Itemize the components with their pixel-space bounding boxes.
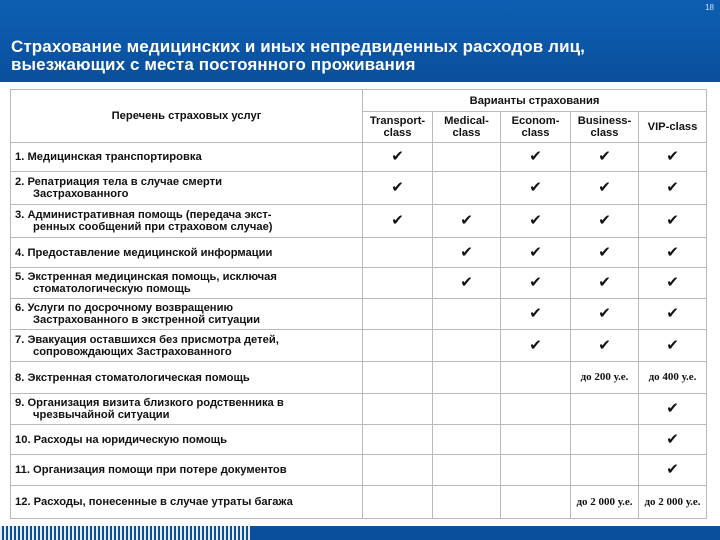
header-banner: [0, 0, 720, 82]
service-label-line: 1. Медицинская транспортировка: [15, 151, 202, 163]
check-mark-icon: ✔: [460, 274, 473, 291]
check-mark-icon: ✔: [598, 148, 611, 165]
service-label-line: 6. Услуги по досрочному возвращению: [15, 302, 233, 314]
check-mark-icon: ✔: [529, 243, 542, 261]
class-header-2: [501, 112, 571, 143]
table-row: [11, 394, 707, 425]
empty-cell: [363, 394, 433, 425]
variants-header: Варианты страхования: [363, 90, 707, 112]
table-row: [11, 362, 707, 394]
coverage-amount-text: до 2 000 у.е.: [644, 495, 701, 508]
class-header-line: Medical-: [444, 115, 489, 127]
check-icon: [501, 268, 571, 299]
empty-cell: [501, 362, 571, 394]
footer-bar: [0, 526, 720, 540]
service-label-line: 7. Эвакуация оставшихся без присмотра детей,: [15, 333, 279, 346]
check-mark-icon: ✔: [460, 212, 473, 229]
coverage-amount-text: до 400 у.е.: [648, 371, 697, 383]
service-label: [11, 425, 363, 455]
class-header-0: [363, 112, 433, 143]
check-mark-icon: ✔: [529, 274, 542, 291]
service-label: [11, 143, 363, 172]
check-mark-icon: ✔: [666, 461, 679, 478]
check-mark-icon: ✔: [529, 336, 542, 354]
service-label: [11, 205, 363, 238]
service-label: [11, 455, 363, 486]
table-row: [11, 205, 707, 238]
check-icon: [501, 299, 571, 330]
empty-cell: [433, 299, 501, 330]
table-row: [11, 330, 707, 362]
check-mark-icon: ✔: [598, 305, 611, 322]
check-mark-icon: ✔: [598, 274, 611, 291]
coverage-amount: [571, 486, 639, 519]
check-icon: [639, 205, 707, 238]
check-icon: [571, 268, 639, 299]
class-header-line: class: [383, 127, 412, 139]
table-row: [11, 268, 707, 299]
empty-cell: [363, 238, 433, 268]
coverage-amount-text: до 2 000 у.е.: [576, 495, 633, 508]
class-header-line: class: [452, 127, 481, 139]
check-mark-icon: ✔: [666, 430, 679, 448]
services-header: Перечень страховых услуг: [11, 90, 363, 143]
empty-cell: [363, 486, 433, 519]
class-header-line: VIP-class: [647, 121, 698, 133]
class-header-3: [571, 112, 639, 143]
empty-cell: [433, 455, 501, 486]
empty-cell: [501, 486, 571, 519]
service-label-line: ренных сообщений при страховом случае): [33, 221, 273, 233]
check-mark-icon: ✔: [391, 179, 404, 196]
service-label: [11, 238, 363, 268]
service-label: [11, 362, 363, 394]
check-mark-icon: ✔: [666, 305, 679, 322]
check-icon: [363, 205, 433, 238]
check-mark-icon: ✔: [529, 179, 542, 196]
check-mark-icon: ✔: [598, 243, 611, 261]
check-icon: [639, 394, 707, 425]
check-icon: [639, 455, 707, 486]
empty-cell: [433, 143, 501, 172]
check-mark-icon: ✔: [666, 243, 679, 261]
check-icon: [571, 205, 639, 238]
service-label: [11, 299, 363, 330]
slide-title: [11, 38, 711, 74]
class-header-line: class: [590, 127, 619, 139]
service-label: [11, 268, 363, 299]
footer-pattern: [0, 526, 250, 540]
empty-cell: [363, 299, 433, 330]
check-icon: [571, 299, 639, 330]
class-header-4: [639, 112, 707, 143]
check-mark-icon: ✔: [666, 179, 679, 196]
service-label-line: 3. Административная помощь (передача экст-: [15, 209, 272, 221]
check-mark-icon: ✔: [666, 274, 679, 291]
table-row: [11, 143, 707, 172]
check-icon: [433, 238, 501, 268]
coverage-amount-text: до 200 у.е.: [580, 371, 629, 383]
empty-cell: [571, 455, 639, 486]
table-row: [11, 238, 707, 268]
check-mark-icon: ✔: [666, 212, 679, 229]
empty-cell: [363, 362, 433, 394]
empty-cell: [571, 394, 639, 425]
check-icon: [639, 425, 707, 455]
check-mark-icon: ✔: [598, 212, 611, 229]
check-mark-icon: ✔: [391, 212, 404, 229]
check-icon: [501, 143, 571, 172]
service-label-line: сопровождающих Застрахованного: [33, 345, 232, 358]
check-icon: [433, 268, 501, 299]
check-icon: [501, 238, 571, 268]
service-label: [11, 486, 363, 519]
service-label-line: 8. Экстренная стоматологическая помощь: [15, 371, 250, 384]
service-label-line: 2. Репатриация тела в случае смерти: [15, 176, 222, 188]
check-mark-icon: ✔: [529, 148, 542, 165]
service-label: [11, 394, 363, 425]
class-header-1: [433, 112, 501, 143]
check-icon: [639, 330, 707, 362]
check-icon: [639, 268, 707, 299]
insurance-services-table: [10, 89, 707, 519]
title-line-2: выезжающих с места постоянного проживания: [11, 55, 416, 74]
empty-cell: [433, 362, 501, 394]
check-mark-icon: ✔: [598, 179, 611, 196]
empty-cell: [501, 455, 571, 486]
class-header-line: Transport-: [369, 115, 426, 127]
class-header-line: Econom-: [511, 115, 560, 127]
service-label-line: 10. Расходы на юридическую помощь: [15, 433, 227, 446]
check-icon: [639, 143, 707, 172]
check-mark-icon: ✔: [666, 336, 679, 354]
table-body: [11, 143, 707, 519]
service-label-line: 11. Организация помощи при потере документов: [15, 464, 287, 476]
check-icon: [501, 330, 571, 362]
empty-cell: [363, 268, 433, 299]
coverage-amount: [571, 362, 639, 394]
table-row: [11, 455, 707, 486]
empty-cell: [363, 425, 433, 455]
check-mark-icon: ✔: [666, 148, 679, 165]
empty-cell: [433, 172, 501, 205]
check-icon: [571, 172, 639, 205]
service-label-line: чрезвычайной ситуации: [33, 409, 170, 421]
check-mark-icon: ✔: [460, 243, 473, 261]
check-icon: [639, 172, 707, 205]
service-label-line: 4. Предоставление медицинской информации: [15, 246, 273, 259]
empty-cell: [433, 394, 501, 425]
coverage-amount: [639, 486, 707, 519]
check-mark-icon: ✔: [391, 148, 404, 165]
empty-cell: [363, 455, 433, 486]
check-mark-icon: ✔: [529, 305, 542, 322]
class-header-line: Business-: [577, 115, 632, 127]
page-number: 18: [705, 3, 714, 12]
empty-cell: [501, 394, 571, 425]
table-row: [11, 299, 707, 330]
empty-cell: [571, 425, 639, 455]
check-icon: [639, 299, 707, 330]
service-label-line: Застрахованного: [33, 188, 129, 200]
check-mark-icon: ✔: [666, 400, 679, 417]
empty-cell: [433, 486, 501, 519]
table-row: [11, 172, 707, 205]
table-row: [11, 425, 707, 455]
check-icon: [501, 172, 571, 205]
check-icon: [433, 205, 501, 238]
check-icon: [571, 238, 639, 268]
title-line-1: Страхование медицинских и иных непредвиденных расходов лиц,: [11, 37, 585, 56]
service-label: [11, 172, 363, 205]
service-label: [11, 330, 363, 362]
service-label-line: 5. Экстренная медицинская помощь, исключая: [15, 271, 277, 283]
class-header-line: class: [521, 127, 550, 139]
check-icon: [571, 330, 639, 362]
check-icon: [501, 205, 571, 238]
service-label-line: 9. Организация визита близкого родственника в: [15, 397, 284, 409]
service-label-line: 12. Расходы, понесенные в случае утраты багажа: [15, 496, 293, 508]
service-label-line: стоматологическую помощь: [33, 283, 191, 295]
empty-cell: [501, 425, 571, 455]
check-mark-icon: ✔: [529, 212, 542, 229]
check-mark-icon: ✔: [598, 336, 611, 354]
empty-cell: [433, 330, 501, 362]
empty-cell: [433, 425, 501, 455]
service-label-line: Застрахованного в экстренной ситуации: [33, 314, 261, 326]
check-icon: [571, 143, 639, 172]
empty-cell: [363, 330, 433, 362]
check-icon: [363, 172, 433, 205]
coverage-amount: [639, 362, 707, 394]
check-icon: [639, 238, 707, 268]
table-row: [11, 486, 707, 519]
check-icon: [363, 143, 433, 172]
